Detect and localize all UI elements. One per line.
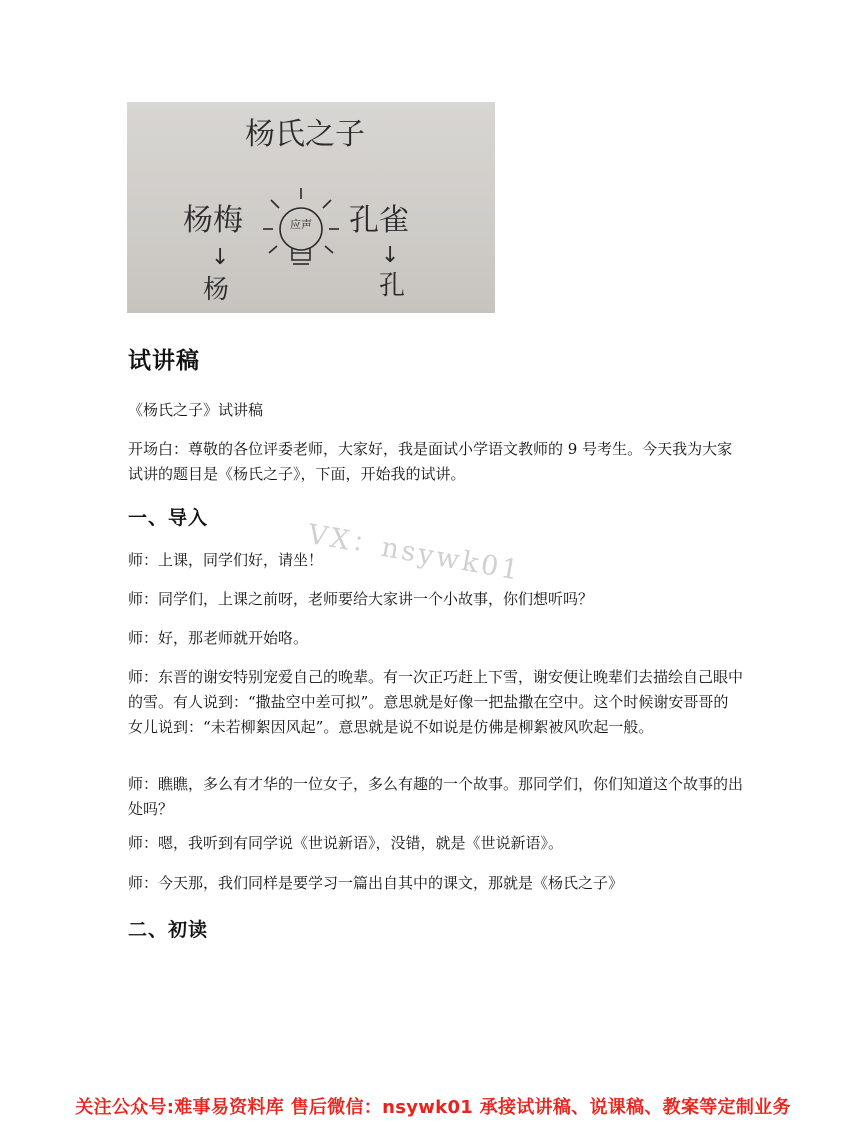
photo-left-result: 杨 xyxy=(203,275,230,305)
handwriting-drawing xyxy=(127,102,495,313)
left-arrow: ↓ xyxy=(211,245,230,270)
section-heading-intro: 一、导入 xyxy=(128,507,209,529)
dialogue-line: 师：瞧瞧，多么有才华的一位女子，多么有趣的一个故事。那同学们，你们知道这个故事的出处吗？ xyxy=(128,775,744,818)
opening-paragraph: 开场白：尊敬的各位评委老师，大家好，我是面试小学语文教师的 9 号考生。今天我为大家试讲的题目是《杨氏之子》，下面，开始我的试讲。 xyxy=(128,440,733,483)
dialogue-line: 师：今天那，我们同样是要学习一篇出自其中的课文，那就是《杨氏之子》 xyxy=(128,874,624,892)
dialogue-line: 师：嗯，我听到有同学说《世说新语》，没错，就是《世说新语》。 xyxy=(128,834,564,852)
watermark: VX：nsywk01 xyxy=(305,518,524,587)
bulb-text: 应声 xyxy=(290,218,312,231)
photo-left-word: 杨梅 xyxy=(183,203,243,238)
document-title-paragraph: 《杨氏之子》试讲稿 xyxy=(128,401,264,419)
page-heading: 试讲稿 xyxy=(128,348,200,374)
dialogue-line: 师：东晋的谢安特别宠爱自己的晚辈。有一次正巧赶上下雪，谢安便让晚辈们去描绘自己眼中的雪。有人说到：“撒盐空中差可拟”。意思就是好像一把盐撒在空中。这个时候谢安哥哥的女儿说到：“未若柳絮因风起”。意思就是说不如说是仿佛是柳絮被风吹起一般。 xyxy=(128,668,744,736)
photo-right-result: 孔 xyxy=(379,271,406,301)
right-arrow: ↓ xyxy=(381,243,400,268)
footer-banner: 关注公众号:难事易资料库 售后微信：nsywk01 承接试讲稿、说课稿、教案等定制业务 xyxy=(75,1097,791,1118)
photo-right-word: 孔雀 xyxy=(349,203,409,238)
handwritten-photo xyxy=(127,102,495,313)
dialogue-line: 师：好，那老师就开始咯。 xyxy=(128,629,309,647)
dialogue-line: 师：上课，同学们好，请坐！ xyxy=(128,551,324,569)
photo-title-text: 杨氏之子 xyxy=(245,117,365,152)
section-heading-first-reading: 二、初读 xyxy=(128,919,209,941)
dialogue-line: 师：同学们，上课之前呀，老师要给大家讲一个小故事，你们想听吗？ xyxy=(128,590,594,608)
